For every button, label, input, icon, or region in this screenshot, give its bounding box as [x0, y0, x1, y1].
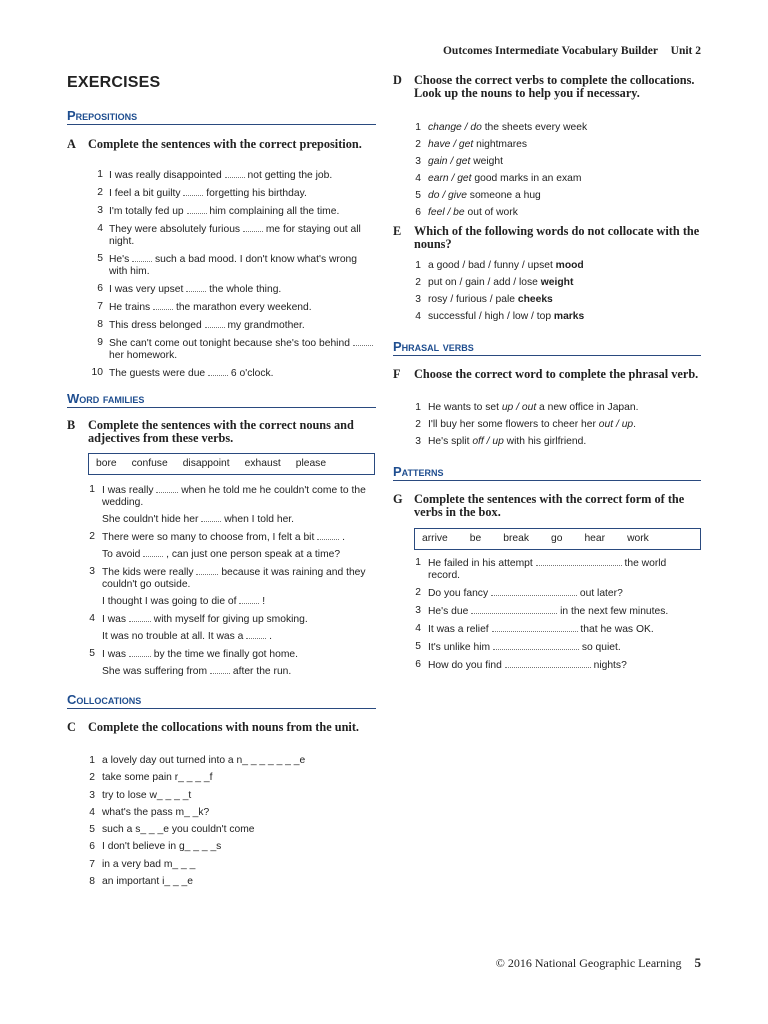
- sentence-end: such a bad mood. I don't know what's wrong with him.: [109, 254, 358, 277]
- item-text: a good / bad / funny / upset: [428, 260, 556, 271]
- item-number: 7: [89, 858, 95, 870]
- sentence-start: He wants to set: [428, 402, 502, 413]
- exercise-letter: C: [67, 720, 76, 734]
- item-text: take some pain r_ _ _ _f: [102, 772, 213, 784]
- item-number: 1: [89, 755, 95, 766]
- list-item: [67, 752, 376, 769]
- exercise-b-items: [67, 484, 376, 683]
- answer-blank[interactable]: [208, 367, 228, 376]
- item-text: weight: [470, 156, 504, 168]
- list-item: [67, 566, 376, 591]
- answer-blank[interactable]: [536, 557, 622, 566]
- exercise-f-header: [393, 368, 701, 381]
- item-number: 2: [415, 139, 421, 151]
- sentence-start: There were so many to choose from, I felt a bit: [102, 532, 315, 543]
- answer-blank[interactable]: [186, 283, 206, 292]
- answer-blank[interactable]: [225, 169, 245, 178]
- list-item: [393, 187, 701, 204]
- item-number: 1: [415, 557, 421, 568]
- item-number: 8: [89, 876, 95, 888]
- item-number: 3: [89, 566, 95, 577]
- item-number: 10: [91, 367, 103, 378]
- sentence-start: He failed in his attempt: [428, 558, 533, 569]
- list-item: [67, 484, 376, 509]
- sentence-start: I was really: [102, 485, 154, 496]
- list-item: [393, 433, 701, 450]
- sentence-start: I'll buy her some flowers to cheer her: [428, 419, 599, 430]
- answer-blank[interactable]: [471, 605, 557, 614]
- answer-blank[interactable]: [129, 613, 151, 622]
- sentence-end: by the time we finally got home.: [153, 649, 299, 660]
- exercise-g-header: [393, 493, 701, 519]
- box-word: exhaust: [244, 458, 281, 469]
- answer-blank[interactable]: [143, 548, 163, 557]
- sentence-end: a new office in Japan.: [536, 402, 639, 413]
- exercise-letter: D: [393, 73, 402, 87]
- item-number: 9: [97, 337, 103, 348]
- box-word: hear: [584, 533, 606, 544]
- list-item: [393, 416, 701, 433]
- item-number: 1: [415, 402, 421, 413]
- word-options: off / up: [472, 436, 504, 447]
- word-box: [414, 528, 701, 550]
- verb-options: feel / be: [428, 207, 465, 219]
- item-number: 5: [97, 253, 103, 264]
- verb-options: gain / get: [428, 156, 471, 168]
- box-word: confuse: [131, 458, 168, 469]
- list-item: [67, 337, 376, 362]
- exercise-e-items: [393, 257, 701, 325]
- list-item: [67, 613, 376, 626]
- sentence-start: I was very upset: [109, 284, 184, 295]
- answer-blank[interactable]: [201, 513, 221, 522]
- item-number: 1: [97, 169, 103, 180]
- list-item-second-sentence: [67, 548, 376, 561]
- box-word: bore: [96, 458, 117, 469]
- box-word: go: [550, 533, 563, 544]
- item-number: 4: [97, 223, 103, 234]
- unit-label: Unit 2: [670, 45, 701, 57]
- exercise-d-header: [393, 74, 701, 100]
- item-number: 2: [89, 772, 95, 784]
- list-item: [67, 205, 376, 218]
- item-text: the sheets every week: [481, 122, 588, 133]
- box-word: please: [295, 458, 327, 469]
- verb-options: change / do: [428, 122, 482, 133]
- item-text: try to lose w_ _ _ _t: [102, 789, 192, 801]
- list-item: [67, 223, 376, 248]
- item-text: out of work: [464, 207, 518, 219]
- exercise-instruction: Complete the collocations with nouns from the unit.: [88, 720, 359, 734]
- answer-blank[interactable]: [132, 253, 152, 262]
- sentence-start: The kids were really: [102, 567, 194, 578]
- item-number: 1: [415, 122, 421, 133]
- key-noun: mood: [555, 260, 584, 271]
- list-item-second-sentence: [67, 595, 376, 608]
- item-number: 1: [89, 484, 95, 495]
- sentence-end: not getting the job.: [247, 170, 333, 181]
- exercise-letter: A: [67, 137, 76, 151]
- list-item: [67, 769, 376, 786]
- sentence-end: the whole thing.: [209, 284, 282, 295]
- exercise-instruction: Choose the correct word to complete the phrasal verb.: [414, 367, 699, 381]
- sentence-end: when I told her.: [224, 514, 295, 525]
- answer-blank[interactable]: [243, 223, 263, 232]
- word-options: out / up: [598, 419, 634, 430]
- exercise-a-items: [67, 169, 376, 385]
- item-number: 1: [415, 260, 421, 271]
- list-item: [67, 253, 376, 278]
- list-item: [393, 136, 701, 153]
- word-options: up / out: [501, 402, 537, 413]
- sentence-start: She couldn't hide her: [102, 514, 199, 525]
- sentence-end: nights?: [593, 660, 627, 671]
- sentence-start: I feel a bit guilty: [109, 188, 181, 199]
- sentence-end: my grandmother.: [227, 320, 305, 331]
- item-number: 5: [415, 190, 421, 202]
- copyright: © 2016 National Geographic Learning: [495, 956, 682, 970]
- exercise-e-header: [393, 225, 701, 251]
- item-number: 2: [415, 587, 421, 598]
- list-item: [67, 873, 376, 890]
- sentence-start: He's: [109, 254, 130, 265]
- list-item: [67, 804, 376, 821]
- list-item: [67, 319, 376, 332]
- item-number: 3: [415, 605, 421, 616]
- exercise-instruction: Choose the correct verbs to complete the collocations. Look up the nouns to help you if necessary.: [414, 73, 695, 100]
- sentence-end: with myself for giving up smoking.: [153, 614, 308, 625]
- sentence-start: I was really disappointed: [109, 170, 222, 181]
- word-box: [88, 453, 375, 475]
- sentence-end: him complaining all the time.: [209, 206, 340, 217]
- item-text: I don't believe in g_ _ _ _s: [102, 841, 222, 853]
- sentence-end: me for staying out all night.: [109, 224, 361, 247]
- sentence-end: !: [262, 596, 266, 607]
- book-title: Outcomes Intermediate Vocabulary Builder: [442, 45, 658, 57]
- list-item: [67, 169, 376, 182]
- list-item: [393, 605, 701, 618]
- item-number: 3: [415, 436, 421, 447]
- item-number: 8: [97, 319, 103, 330]
- item-number: 4: [89, 806, 95, 818]
- item-text: nightmares: [473, 139, 528, 151]
- item-number: 3: [89, 789, 95, 801]
- item-number: 6: [415, 207, 421, 219]
- list-item: [67, 283, 376, 296]
- sentence-end: so quiet.: [581, 642, 621, 653]
- exercise-letter: E: [393, 224, 402, 238]
- item-text: a lovely day out turned into a n_ _ _ _ _ _ _e: [102, 755, 306, 766]
- item-number: 3: [415, 156, 421, 168]
- list-item: [393, 308, 701, 325]
- section-heading-word-families: Word families: [67, 391, 376, 408]
- sentence-end: the world record.: [428, 558, 667, 581]
- item-number: 2: [415, 419, 421, 430]
- sentence-start: He's due: [428, 606, 469, 617]
- item-number: 2: [415, 277, 421, 289]
- list-item: [67, 821, 376, 838]
- list-item: [67, 367, 376, 380]
- running-header: [443, 45, 701, 57]
- item-text: rosy / furious / pale: [428, 294, 518, 306]
- sentence-end: .: [342, 532, 345, 543]
- exercise-instruction: Complete the sentences with the correct nouns and adjectives from these verbs.: [88, 418, 354, 445]
- item-text: what's the pass m_ _k?: [102, 806, 210, 818]
- sentence-end: after the run.: [232, 666, 292, 677]
- list-item: [393, 153, 701, 170]
- sentence-end: when he told me he couldn't come to the wedding.: [102, 485, 366, 508]
- item-number: 2: [89, 531, 95, 542]
- answer-blank[interactable]: [187, 205, 207, 214]
- answer-blank[interactable]: [491, 587, 577, 596]
- item-number: 5: [89, 648, 95, 659]
- item-number: 6: [415, 659, 421, 670]
- section-heading-phrasal-verbs: Phrasal verbs: [393, 339, 701, 356]
- list-item: [393, 659, 701, 672]
- list-item: [67, 787, 376, 804]
- sentence-start: I was: [102, 649, 127, 660]
- section-heading-prepositions: Prepositions: [67, 108, 376, 125]
- item-number: 3: [97, 205, 103, 216]
- answer-blank[interactable]: [505, 659, 591, 668]
- list-item: [67, 648, 376, 661]
- verb-options: do / give: [428, 190, 467, 202]
- list-item: [393, 587, 701, 600]
- answer-blank[interactable]: [129, 648, 151, 657]
- answer-blank[interactable]: [183, 187, 203, 196]
- list-item: [67, 856, 376, 873]
- exercise-g-items: [393, 557, 701, 677]
- list-item: [393, 399, 701, 416]
- page-title: EXERCISES: [67, 74, 161, 91]
- sentence-end: .: [269, 631, 272, 642]
- page-footer: [496, 955, 701, 971]
- answer-blank[interactable]: [153, 301, 173, 310]
- list-item: [393, 623, 701, 636]
- section-heading-patterns: Patterns: [393, 464, 701, 481]
- answer-blank[interactable]: [205, 319, 225, 328]
- exercise-b-header: [67, 419, 376, 445]
- item-number: 4: [415, 173, 421, 185]
- item-number: 3: [415, 294, 421, 306]
- sentence-start: It was no trouble at all. It was a: [102, 631, 244, 642]
- list-item: [393, 557, 701, 582]
- exercise-c-header: [67, 721, 376, 734]
- sentence-end: her homework.: [109, 350, 178, 361]
- list-item: [393, 170, 701, 187]
- sentence-start: I'm totally fed up: [109, 206, 184, 217]
- sentence-end: 6 o'clock.: [230, 368, 274, 379]
- box-word: be: [469, 533, 482, 544]
- answer-blank[interactable]: [492, 623, 578, 632]
- item-text: an important i_ _ _e: [102, 876, 194, 888]
- exercise-letter: F: [393, 367, 401, 381]
- exercise-instruction: Complete the sentences with the correct preposition.: [88, 137, 362, 151]
- page-number: 5: [694, 955, 701, 970]
- key-noun: weight: [540, 277, 574, 289]
- box-word: break: [503, 533, 529, 544]
- item-text: in a very bad m_ _ _: [102, 858, 196, 870]
- section-heading-collocations: Collocations: [67, 692, 376, 709]
- item-number: 5: [89, 824, 95, 836]
- sentence-end: in the next few minutes.: [560, 606, 669, 617]
- sentence-end: forgetting his birthday.: [206, 188, 307, 199]
- sentence-start: The guests were due: [109, 368, 206, 379]
- list-item-second-sentence: [67, 665, 376, 678]
- exercise-c-items: [67, 752, 376, 890]
- sentence-start: They were absolutely furious: [109, 224, 241, 235]
- sentence-start: It's unlike him: [428, 642, 491, 653]
- item-number: 4: [89, 613, 95, 624]
- sentence-start: He trains: [109, 302, 151, 313]
- answer-blank[interactable]: [493, 641, 579, 650]
- answer-blank[interactable]: [210, 665, 230, 674]
- item-text: put on / gain / add / lose: [428, 277, 541, 289]
- item-text: good marks in an exam: [471, 173, 582, 185]
- sentence-end: , can just one person speak at a time?: [166, 549, 341, 560]
- verb-options: have / get: [428, 139, 474, 151]
- sentence-start: It was a relief: [428, 624, 489, 635]
- list-item: [393, 291, 701, 308]
- answer-blank[interactable]: [196, 566, 218, 575]
- list-item: [393, 204, 701, 221]
- sentence-start: Do you fancy: [428, 588, 489, 599]
- exercise-letter: B: [67, 418, 76, 432]
- item-number: 4: [415, 623, 421, 634]
- list-item: [67, 301, 376, 314]
- sentence-end: the marathon every weekend.: [175, 302, 312, 313]
- item-number: 6: [89, 841, 95, 853]
- sentence-start: This dress belonged: [109, 320, 202, 331]
- sentence-start: I was: [102, 614, 127, 625]
- box-word: disappoint: [182, 458, 230, 469]
- exercise-d-items: [393, 119, 701, 222]
- sentence-end: with his girlfriend.: [503, 436, 587, 447]
- answer-blank[interactable]: [239, 595, 259, 604]
- list-item: [67, 838, 376, 855]
- key-noun: cheeks: [517, 294, 553, 306]
- answer-blank[interactable]: [317, 531, 339, 540]
- item-number: 2: [97, 187, 103, 198]
- sentence-end: .: [633, 419, 637, 430]
- exercise-f-items: [393, 399, 701, 450]
- sentence-start: She can't come out tonight because she's too behind: [109, 338, 350, 349]
- list-item: [393, 257, 701, 274]
- sentence-end: that he was OK.: [580, 624, 654, 635]
- item-text: successful / high / low / top: [428, 311, 554, 323]
- sentence-start: He's split: [428, 436, 473, 447]
- box-word: arrive: [422, 533, 448, 544]
- list-item: [67, 187, 376, 200]
- answer-blank[interactable]: [353, 337, 373, 346]
- item-text: someone a hug: [466, 190, 541, 202]
- item-number: 4: [415, 311, 421, 323]
- sentence-start: How do you find: [428, 660, 502, 671]
- exercise-instruction: Complete the sentences with the correct form of the verbs in the box.: [414, 492, 685, 519]
- list-item: [393, 641, 701, 654]
- exercise-instruction: Which of the following words do not collocate with the nouns?: [414, 224, 700, 251]
- exercise-letter: G: [393, 492, 403, 506]
- verb-options: earn / get: [428, 173, 472, 185]
- answer-blank[interactable]: [156, 484, 178, 493]
- list-item: [393, 119, 701, 136]
- sentence-start: I thought I was going to die of: [102, 596, 237, 607]
- item-number: 7: [97, 301, 103, 312]
- sentence-start: She was suffering from: [102, 666, 208, 677]
- exercise-a-header: [67, 138, 376, 151]
- item-number: 5: [415, 641, 421, 652]
- list-item-second-sentence: [67, 513, 376, 526]
- list-item: [67, 531, 376, 544]
- box-word: work: [627, 533, 649, 544]
- list-item-second-sentence: [67, 630, 376, 643]
- sentence-end: because it was raining and they couldn't go outside.: [102, 567, 366, 590]
- item-text: such a s_ _ _e you couldn't come: [102, 824, 255, 836]
- sentence-end: out later?: [579, 588, 623, 599]
- sentence-start: To avoid: [102, 549, 141, 560]
- key-noun: marks: [553, 311, 585, 323]
- item-number: 6: [97, 283, 103, 294]
- answer-blank[interactable]: [246, 630, 266, 639]
- list-item: [393, 274, 701, 291]
